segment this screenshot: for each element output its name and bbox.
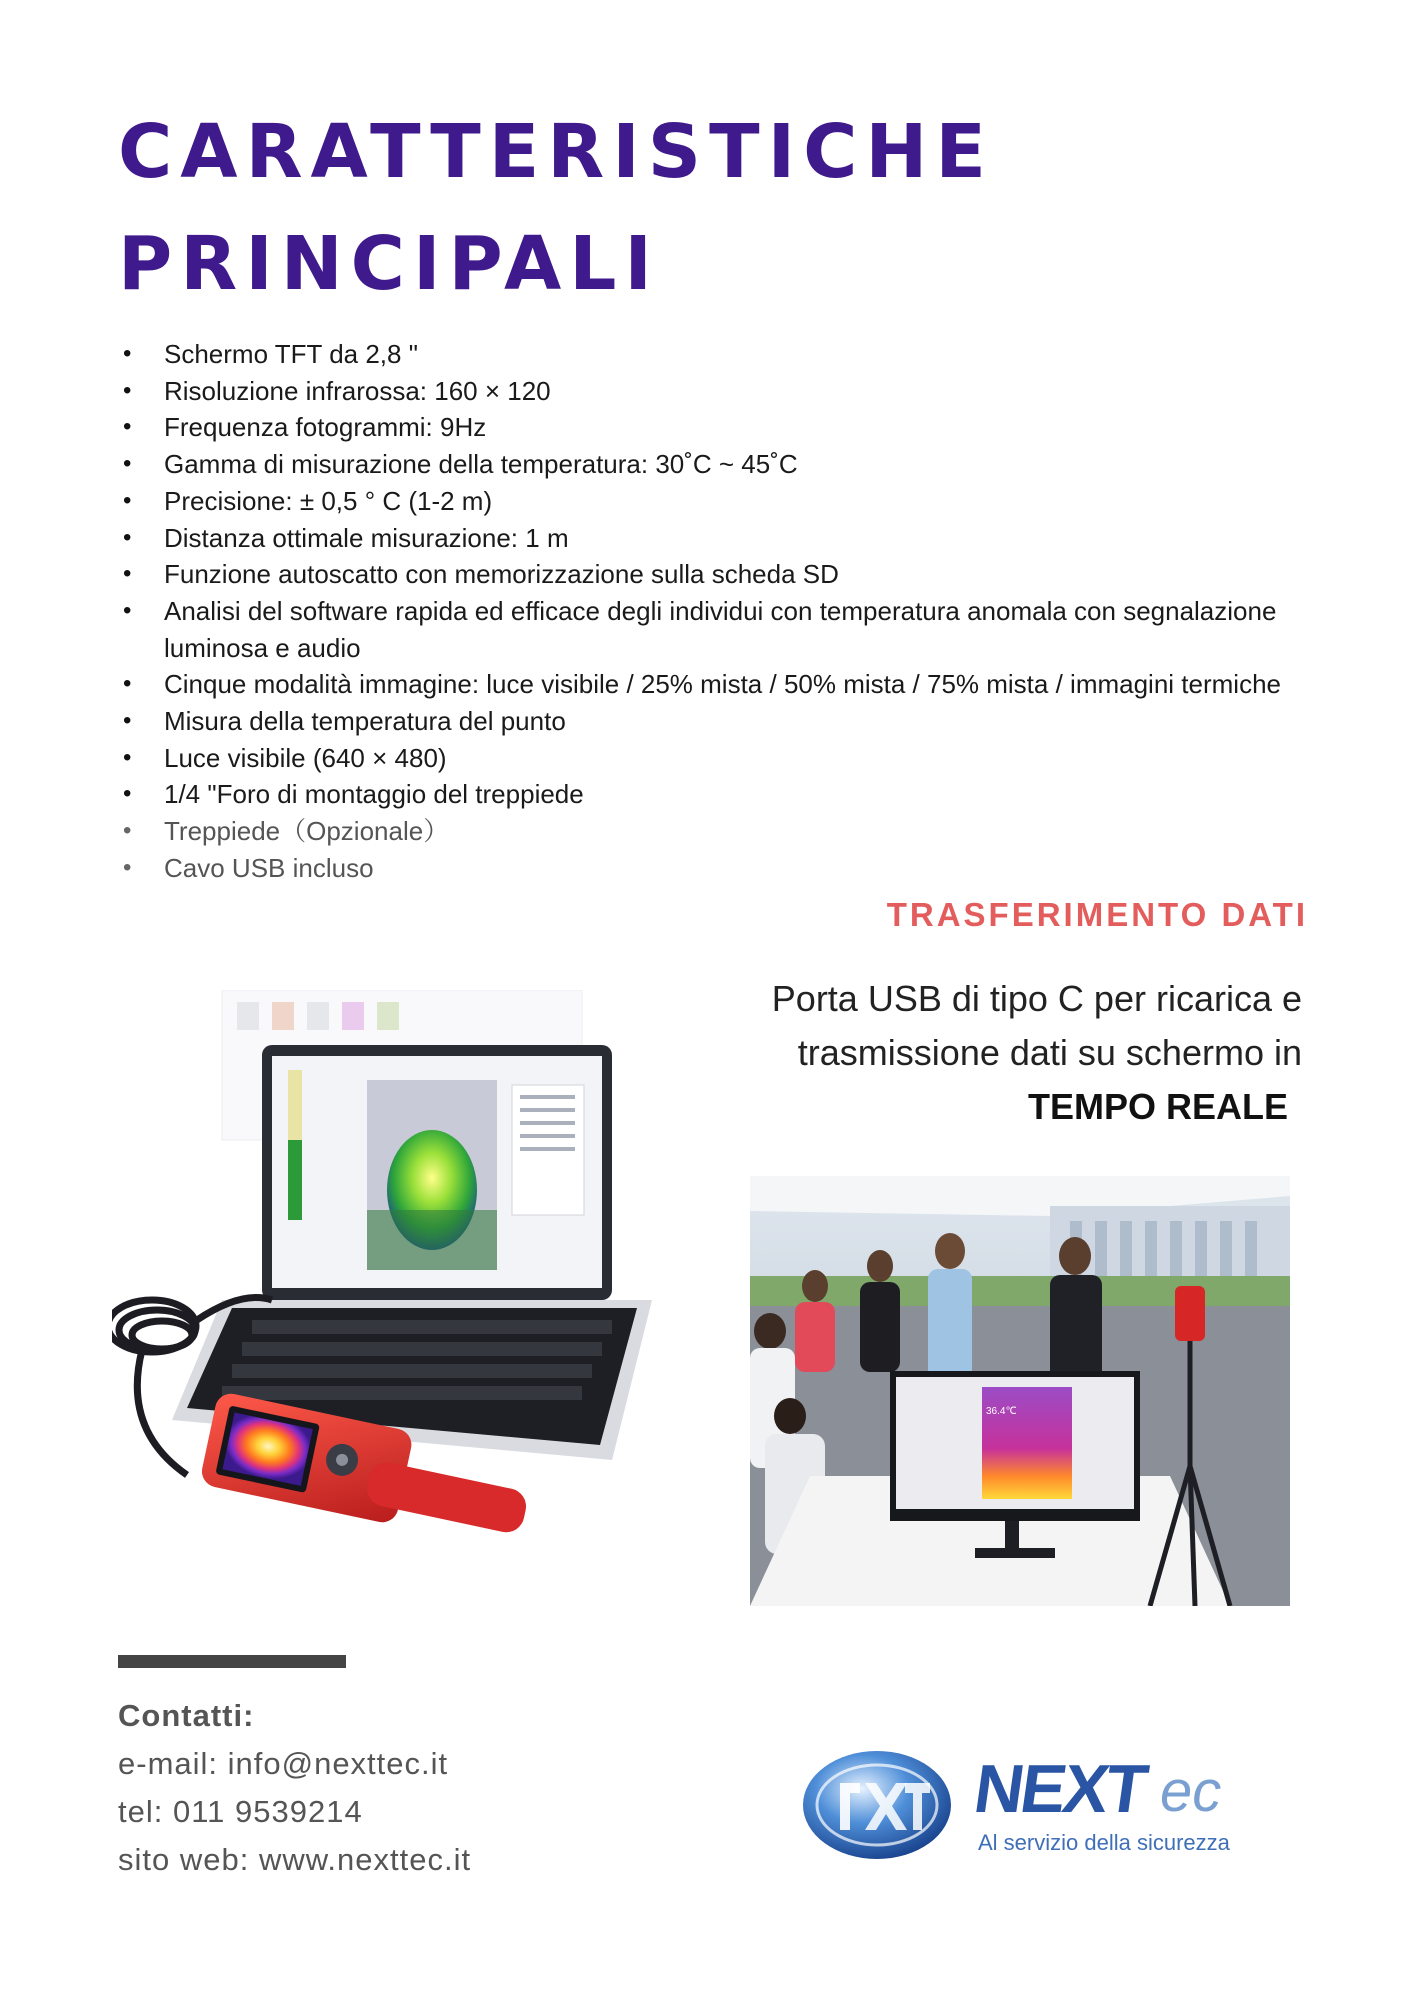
feature-item: • Cavo USB incluso [118,850,1318,887]
title-line-2: PRINCIPALI [118,221,660,307]
feature-item: • Cinque modalità immagine: luce visibile / 25% mista / 50% mista / 75% mista / immagini termiche [118,666,1318,703]
usb-line-2: trasmissione dati su schermo in [797,1032,1302,1073]
realtime-emphasis: TEMPO REALE [1027,1086,1288,1127]
screening-station-photo [750,1176,1290,1606]
nexttec-emblem-icon [800,1748,954,1862]
feature-item: • Distanza ottimale misurazione: 1 m [118,520,1318,557]
brand-tagline: Al servizio della sicurezza [978,1830,1230,1855]
contacts-divider [118,1655,346,1668]
nexttec-logo [800,1748,1270,1868]
usb-line-1: Porta USB di tipo C per ricarica e [771,978,1302,1019]
feature-item: • Precisione: ± 0,5 ° C (1-2 m) [118,483,1318,520]
feature-item: • Gamma di misurazione della temperatura: 30˚C ~ 45˚C [118,446,1318,483]
feature-item: • Misura della temperatura del punto [118,703,1318,740]
feature-item: • Luce visibile (640 × 480) [118,740,1318,777]
title-line-1: CARATTERISTICHE [118,109,994,195]
contact-website[interactable]: sito web: www.nexttec.it [118,1842,472,1877]
feature-item: • Schermo TFT da 2,8 " [118,336,1318,373]
contacts-heading: Contatti: [118,1698,255,1733]
contact-phone[interactable]: tel: 011 9539214 [118,1794,363,1829]
feature-item: • Risoluzione infrarossa: 160 × 120 [118,373,1318,410]
feature-item: • Treppiede（Opzionale） [118,813,1318,850]
laptop-thermal-camera-image [112,990,672,1570]
features-list [118,336,1318,887]
tripod-camera-body [1175,1286,1205,1341]
page-title [118,96,994,320]
laptop-screen [262,1045,612,1300]
feature-item: • Funzione autoscatto con memorizzazione sulla scheda SD [118,556,1318,593]
feature-item: • Frequenza fotogrammi: 9Hz [118,409,1318,446]
photo-temperature-label: 36.4℃ [986,1406,1017,1417]
contact-email[interactable]: e-mail: info@nexttec.it [118,1746,449,1781]
brand-name: NEXT [969,1751,1150,1827]
brand-suffix: ec [1160,1759,1222,1824]
feature-item: • 1/4 "Foro di montaggio del treppiede [118,776,1318,813]
contacts-block [118,1692,471,1884]
transfer-heading: TRASFERIMENTO DATI [886,896,1308,933]
feature-item: • Analisi del software rapida ed efficace degli individui con temperatura anomala con segnalazione luminosa e audio [118,593,1318,666]
usb-description [662,972,1302,1134]
